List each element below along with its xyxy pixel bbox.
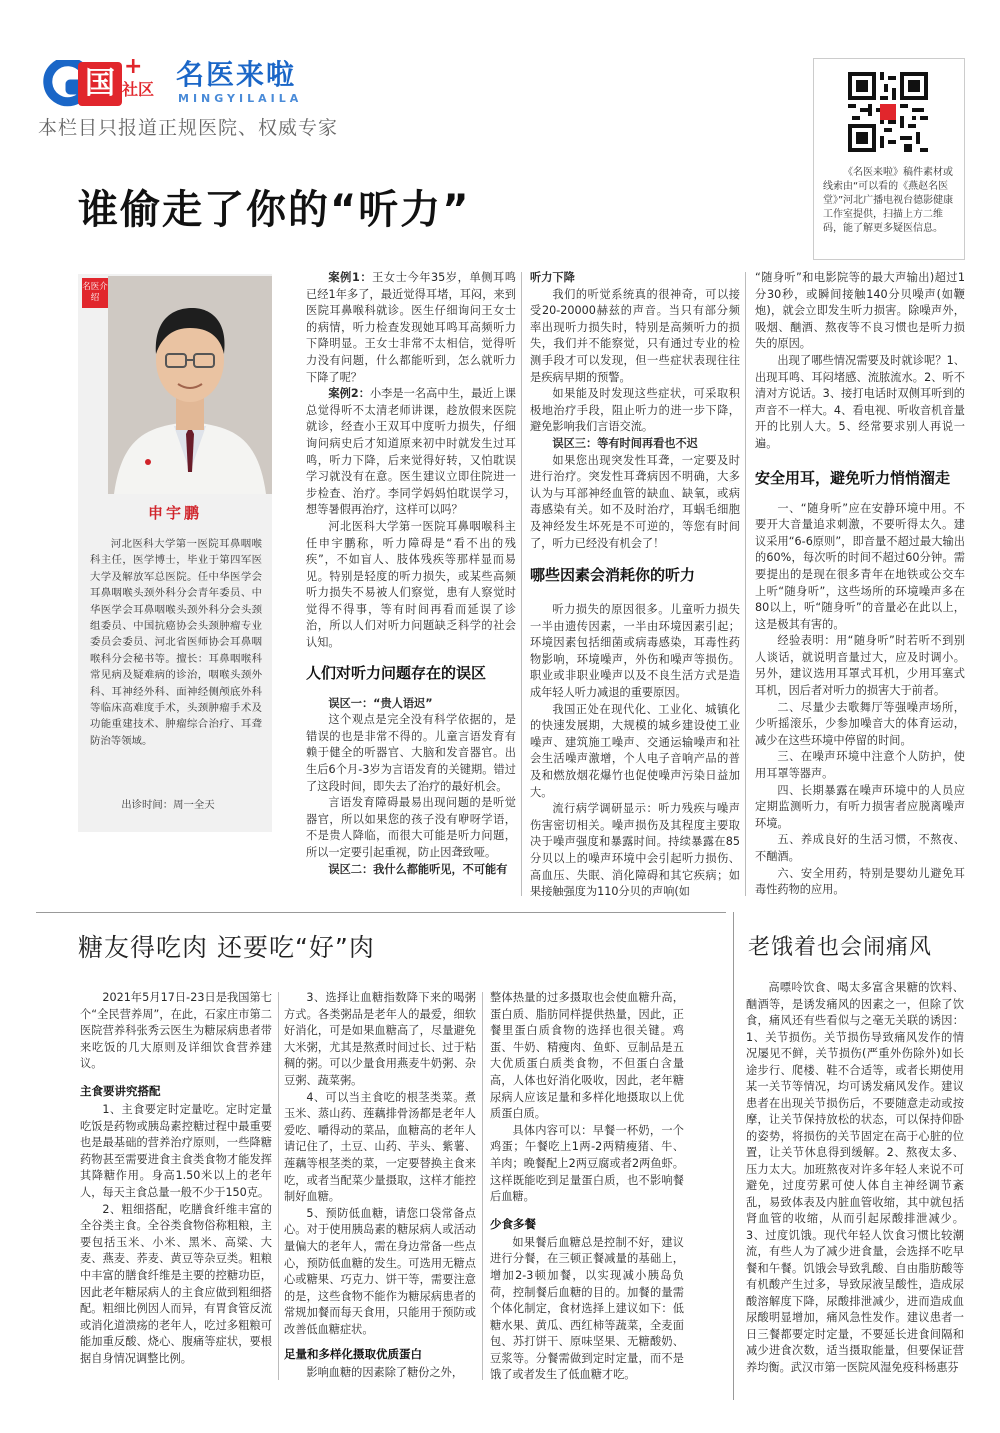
article1-paragraph: 二、尽量少去歌舞厅等强噪声场所，少听摇滚乐，少参加噪音大的体育运动，减少在这些环境中停留的时间。: [755, 700, 965, 747]
misconception-2-title-cont: 听力下降: [530, 271, 575, 284]
doctor-tag: 名医介绍: [82, 278, 108, 308]
doctor-bio: 河北医科大学第一医院耳鼻咽喉科主任，医学博士，毕业于第四军医大学及解放军总医院。任中华医学会耳鼻咽喉头颈外科分会青年委员、中华医学会耳鼻咽喉头颈外科分会头颈组委员、中国抗癌协会头颈肿瘤专业委员会委员、河北省医师协会耳鼻咽喉科分会秘书等。擅长：耳鼻咽喉科常见病及疑难病的诊治，咽喉头颈外科、耳神经外科、面神经侧颅底外科等临床高难度手术，头颈肿瘤手术及功能重建技术、肿瘤综合治疗、耳聋防治等领域。: [90, 538, 262, 747]
column-divider: [482, 992, 483, 1380]
case2-text: 小李是一名高中生，最近上课总觉得听不太清老师讲课，趁放假来医院就诊，经查小王双耳中度听力损失，仔细询问病史后才知道原来初中时就发生过耳鸣，听力下降，后来觉得好转，又怕耽误学习就没有在意。医生建议立即住院进一步检查、治疗。李同学妈妈怕耽误学习，想等暑假再治疗，这样可以吗？: [306, 387, 516, 517]
article1-paragraph: “随身听”和电影院等的最大声输出)超过1分30秒，或瞬间接触140分贝噪声(如鞭炮)，就会立即发生听力损害。除噪声外，吸烟、酗酒、熬夜等不良习惯也是听力损失的原因。: [755, 271, 965, 351]
column-pinyin: MINGYILAILA: [178, 92, 303, 105]
qr-code-icon[interactable]: [848, 72, 928, 152]
headline-gout: 老饿着也会闹痛风: [748, 935, 933, 960]
case1-text: 王女士今年35岁，单侧耳鸣已经1年多了，最近觉得耳堵，耳闷，来到医院耳鼻喉科就诊。医生仔细询问王女士的病情，听力检查发现她耳鸣耳高频听力下降明显。王女士非常不太相信，觉得听力没有问题，什么都能听到，怎么就听力下降了呢？: [306, 271, 516, 384]
article2-paragraph: 2021年5月17日-23日是我国第七个“全民营养周”，在此，石家庄市第二医院营养科张秀云医生为糖尿病患者带来吃饭的几大原则及详细饮食营养建议。: [80, 991, 272, 1071]
column-tagline: 本栏目只报道正规医院、权威专家: [38, 117, 339, 139]
article1-paragraph: 流行病学调研显示：听力残疾与噪声伤害密切相关。噪声损伤及其程度主要取决于噪声强度和暴露时间。持续暴露在85分贝以上的噪声环境中会引起听力损伤、高血压、失眠、消化障碍和其它疾病；如果接触强度为110分贝的声响(如: [530, 802, 740, 899]
headline-diabetes: 糖友得吃肉 还要吃“好”肉: [78, 933, 375, 962]
article1-paragraph: 一、“随身听”应在安静环境中用。不要开大音量追求刺激，不要听得太久。建议采用“6-6原则”，即音量不超过最大输出的60%，每次听的时间不超过60分钟。需要提出的是现在很多青年在地铁或公交车上听“随身听”，这些场所的环境噪声多在80以上，听“随身听”的音量必在此以上，这是极其有害的。: [755, 501, 965, 631]
misconception-2-title: 误区二：我什么都能听见，不可能有: [328, 862, 508, 876]
doctor-photo: [108, 276, 272, 494]
article1-column-2: [530, 270, 740, 900]
article1-paragraph: 如果能及时发现这些症状，可采取积极地治疗手段，阻止听力的进一步下降，避免影响我们言语交流。: [530, 387, 740, 434]
case2-lead: 案例2：: [328, 387, 370, 401]
misconception-1-title: 误区一：“贵人语迟”: [328, 696, 433, 710]
article1-paragraph: 经验表明：用“随身听”时若听不到别人谈话，就说明音量过大，应及时调小。另外，建议选用耳罩式耳机，少用耳塞式耳机，因后者对听力的损害大于前者。: [755, 634, 965, 698]
section-divider: [36, 912, 726, 913]
article2-paragraph: 具体内容可以：早餐一杯奶，一个鸡蛋；午餐吃上1两-2两精瘦猪、牛、羊肉；晚餐配上2两豆腐或者2两鱼虾。这样既能吃到足量蛋白质，也不影响餐后血糖。: [490, 1123, 684, 1204]
section-divider-vertical: [733, 912, 734, 1400]
logo-plus: +: [124, 54, 143, 79]
misconception-3-title: 误区三：等有时间再看也不迟: [552, 436, 698, 450]
qr-caption: 《名医来啦》稿件素材或线索由“可以看的《燕赵名医堂》”河北广播电视台德影健康工作室提供，扫描上方二维码，能了解更多疑医信息。: [823, 167, 954, 234]
article2-paragraph: 影响血糖的因素除了糖份之外，: [306, 1366, 464, 1380]
article2-paragraph: 1、主食要定时定量吃。定时定量吃饭是药物或胰岛素控糖过程中最重要也是最基础的营养治疗原则，一些降糖药物甚至需要进食主食类食物才能发挥其降糖作用。身高1.50米以上的老年人，每天主食总量一般不少于150克。: [80, 1102, 272, 1199]
article2-column-2: [284, 990, 476, 1386]
logo-guo: 国: [78, 62, 122, 106]
section-heading-misconceptions: 人们对听力问题存在的误区: [306, 663, 487, 682]
article1-paragraph: 这个观点是完全没有科学依据的，是错误的也是非常不得的。儿童言语发育有赖于健全的听器官、大脑和发音器官。出生后6个月-3岁为言语发育的关键期。错过了这段时间，即失去了治疗的最好机会。: [306, 713, 516, 793]
article1-paragraph: 言语发育障碍最易出现问题的是听觉器官，所以如果您的孩子没有咿呀学语，不是贵人降临，而很大可能是听力问题，所以一定要引起重视，防止因聋致哑。: [306, 796, 516, 859]
logo-shequ: 社区: [122, 80, 155, 99]
article1-paragraph: 六、安全用药，特别是婴幼儿避免耳毒性药物的应用。: [755, 866, 965, 897]
article2-paragraph: 3、选择让血糖指数降下来的喝粥方式。各类粥品是老年人的最爱，细软好消化，可是如果血糖高了，尽量避免大米粥，尤其是熬煮时间过长、过于粘稠的粥。可以少量食用燕麦牛奶粥、杂豆粥、蔬菜粥。: [284, 991, 476, 1087]
article1-column-1: [306, 270, 516, 900]
column-divider: [521, 272, 522, 896]
column-title: 名医来啦: [176, 58, 297, 91]
section-heading-factors: 哪些因素会消耗你的听力: [530, 566, 696, 585]
article3-paragraph: 高嘌呤饮食、喝太多富含果糖的饮料、酗酒等，是诱发痛风的因素之一，但除了饮食，痛风还有些看似与之毫无关联的诱因：1、关节损伤。关节损伤导致痛风发作的情况屡见不鲜，关节损伤(严重外伤除外)如长途步行、爬楼、鞋不合适等，或者长期使用某一关节等情况，均可诱发痛风发作。建议患者在出现关节损伤后，不要随意走动或按摩，让关节保持放松的状态，可以保持仰卧的姿势，将损伤的关节固定在高于心脏的位置，让关节休息得到缓解。2、熬夜太多、压力太大。加班熬夜对许多年轻人来说不可避免，过度劳累可使人体自主神经调节紊乱，易致体表及内脏血管收缩，其中就包括肾血管的收缩，从而引起尿酸排泄减少。3、过度饥饿。现代年轻人饮食习惯比较潮流，有些人为了减少进食量，会选择不吃早餐和午餐。饥饿会导致乳酸、自由脂肪酸等有机酸产生过多，导致尿液呈酸性，造成尿酸溶解度下降，尿酸排泄减少，进而造成血尿酸明显增加，痛风急性发作。建议患者一日三餐都要定时定量，不要延长进食间隔和减少进食次数，适当摄取能量，但要保证营养均衡。武汉市第一医院风湿免疫科杨惠芬: [746, 981, 964, 1374]
headline-hearing: 谁偷走了你的“听力”: [78, 187, 471, 233]
section-heading-staple: 主食要讲究搭配: [80, 1083, 161, 1098]
article1-paragraph: 河北医科大学第一医院耳鼻咽喉科主任申宇鹏称，听力障碍是“看不出的残疾”，不如盲人、肢体残疾等那样显而易见。特别是轻度的听力损失，或某些高频听力损失不易被人们察觉，患有人察觉时觉得不得事，等有时间再看而延误了诊治，所以人们对听力问题缺乏科学的社会认知。: [306, 519, 516, 650]
doctor-name: 申宇鹏: [147, 504, 202, 522]
case1-lead: 案例1：: [328, 271, 373, 284]
article1-paragraph: 我们的听觉系统真的很神奇，可以接受20-20000赫兹的声音。当只有部分频率出现听力损失时，特别是高频听力的损失，我们并不能察觉，只有通过专业的检测手段才可以发现，但一些症状表现往往是疾病早期的预警。: [530, 287, 740, 384]
case2-paragraph: [306, 386, 516, 519]
article1-paragraph: 听力损失的原因很多。儿童听力损失一半由遗传因素，一半由环境因素引起；环境因素包括细菌或病毒感染，耳毒性药物影响，环境噪声，外伤和噪声等损伤。职业或非职业噪声以及不良生活方式是造成年轻人听力减退的重要原因。: [530, 603, 740, 700]
article2-paragraph: 2、粗细搭配，吃膳食纤维丰富的全谷类主食。全谷类食物俗称粗粮，主要包括玉米、小米、黑米、高粱、大麦、燕麦、荞麦、黄豆等杂豆类。粗粮中丰富的膳食纤维是主要的控糖功臣，因此老年糖尿病人的主食应做到粗细搭配。粗细比例因人而异，有胃食管反流或消化道溃疡的老年人，吃过多粗粮可能加重反酸、烧心、腹痛等症状，要根据自身情况调整比例。: [80, 1202, 272, 1365]
article1-paragraph: 四、长期暴露在噪声环境中的人员应定期监测听力，有听力损害者应脱离噪声环境。: [755, 783, 965, 830]
case1-paragraph: [306, 270, 516, 386]
article1-paragraph: 三、在噪声环境中注意个人防护，使用耳罩等器声。: [755, 750, 965, 781]
article2-paragraph: 整体热量的过多摄取也会使血糖升高，蛋白质、脂肪同样提供热量，因此，正餐里蛋白质食物的选择也很关键。鸡蛋、牛奶、精瘦肉、鱼虾、豆制品是五大优质蛋白质类食物，不但蛋白含量高，人体也好消化吸收，因此，老年糖尿病人应该足量和多样化地摄取以上优质蛋白质。: [490, 991, 684, 1121]
article1-paragraph: 我国正处在现代化、工业化、城镇化的快速发展期，大规模的城乡建设使工业噪声、建筑施工噪声、交通运输噪声和社会生活噪声激增，个人电子音响产品的普及和燃放烟花爆竹也促使噪声污染日益加大。: [530, 702, 740, 799]
article1-column-3: [755, 270, 965, 900]
column-divider: [278, 992, 279, 1380]
section-heading-protein: 足量和多样化摄取优质蛋白: [284, 1347, 422, 1362]
article2-paragraph: 如果餐后血糖总是控制不好，建议进行分餐，在三顿正餐减量的基础上，增加2-3顿加餐，以实现减小胰岛负荷，控制餐后血糖的目的。加餐的量需个体化制定，食材选择上建议如下：低糖水果、黄瓜、西红柿等蔬菜，全麦面包、苏打饼干、原味坚果、无糖酸奶、豆浆等。分餐需做到定时定量，而不是饿了或者发生了低血糖才吃。: [490, 1235, 684, 1382]
article2-paragraph: 5、预防低血糖，请您口袋常备点心。对于使用胰岛素的糖尿病人或活动量偏大的老年人，需在身边常备一些点心，预防低血糖的发生。可选用无糖点心或糖果、巧克力、饼干等，需要注意的是，这些食物不能作为糖尿病患者的常规加餐而每天食用，只能用于预防或改善低血糖症状。: [284, 1206, 476, 1336]
article2-column-3: [490, 990, 684, 1386]
doctor-hours: 出诊时间：周一全天: [121, 799, 215, 811]
column-divider: [745, 272, 746, 896]
section-heading-safe-ears: 安全用耳，避免听力悄悄溜走: [755, 468, 951, 487]
article1-paragraph: 如果您出现突发性耳聋，一定要及时进行治疗。突发性耳聋病因不明确，大多认为与耳部神经血管的缺血、缺氧，或病毒感染有关。如不及时治疗，耳蜗毛细胞及神经发生坏死是不可逆的，等您有时间了，听力已经没有机会了！: [530, 453, 740, 550]
section-heading-small-meals: 少食多餐: [490, 1216, 536, 1231]
article3-column: [746, 980, 964, 1386]
article1-paragraph: 出现了哪些情况需要及时就诊呢？1、出现耳鸣、耳闷堵感、流脓流水。2、听不清对方说话。3、接打电话时双侧耳听到的声音不一样大。4、看电视、听收音机音量开的比别人大。5、经常要求别人再说一遍。: [755, 353, 965, 450]
article2-column-1: [80, 990, 272, 1386]
article2-paragraph: 4、可以当主食吃的根茎类菜。煮玉米、蒸山药、莲藕排骨汤都是老年人爱吃、嚼得动的菜品，血糖高的老年人请记住了，土豆、山药、芋头、紫薯、莲藕等根茎类的菜，一定要替换主食来吃，或者当配菜少量摄取，这样才能控制好血糖。: [284, 1090, 476, 1204]
article1-paragraph: 五、养成良好的生活习惯，不熬夜、不酗酒。: [755, 833, 965, 863]
